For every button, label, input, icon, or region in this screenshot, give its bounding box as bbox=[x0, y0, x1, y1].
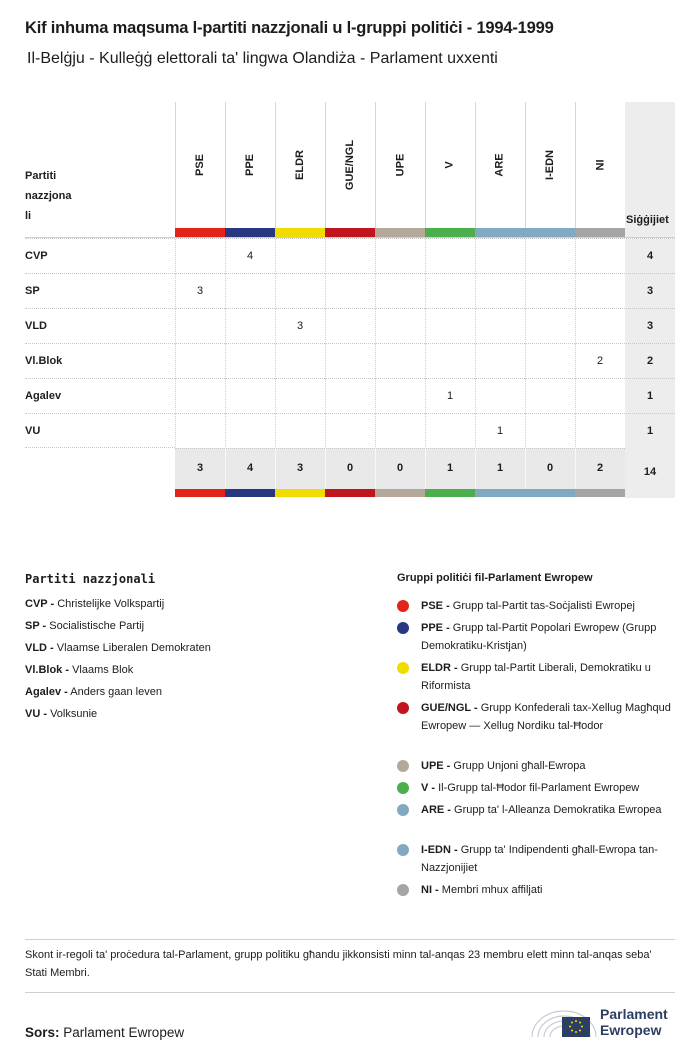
party-legend-name: Volksunie bbox=[50, 708, 98, 720]
cell-divider bbox=[225, 274, 227, 309]
group-legend-text bbox=[421, 801, 677, 819]
cell-divider bbox=[225, 344, 227, 379]
group-color-dot bbox=[397, 884, 409, 896]
group-legend-code: UPE - bbox=[421, 760, 451, 772]
party-legend-item bbox=[25, 708, 97, 720]
group-code: PPE bbox=[243, 153, 256, 177]
group-legend-title: Gruppi politiċi fil-Parlament Ewropew bbox=[397, 572, 593, 584]
cell-divider bbox=[225, 414, 227, 449]
group-legend-text bbox=[421, 757, 677, 775]
cell-divider bbox=[175, 379, 177, 414]
group-legend-code: ELDR - bbox=[421, 662, 458, 674]
cell-divider bbox=[175, 309, 177, 344]
group-code: I-EDN bbox=[543, 150, 556, 180]
cell-divider bbox=[275, 274, 277, 309]
row-total-cell: 2 bbox=[625, 344, 675, 379]
cell-divider bbox=[325, 414, 327, 449]
cell-divider bbox=[325, 274, 327, 309]
group-color-band-top bbox=[425, 228, 475, 237]
seat-count-cell: 1 bbox=[446, 390, 454, 402]
row-total-cell: 1 bbox=[625, 379, 675, 414]
cell-divider bbox=[375, 414, 377, 449]
table-row bbox=[25, 308, 675, 344]
group-color-band-bottom bbox=[275, 488, 325, 497]
group-color-band-top bbox=[475, 228, 525, 237]
group-legend-name: Grupp ta' Indipendenti għall-Ewropa tan-Nazzjonijiet bbox=[421, 844, 658, 874]
party-legend-name: Vlaams Blok bbox=[72, 664, 134, 676]
cell-divider bbox=[175, 239, 177, 274]
party-name: VU bbox=[25, 425, 41, 437]
party-legend-code: VLD - bbox=[25, 642, 54, 654]
group-total-cell: 3 bbox=[196, 462, 204, 474]
table-row bbox=[25, 413, 675, 449]
group-total-cell: 4 bbox=[246, 462, 254, 474]
group-total-cell: 0 bbox=[346, 462, 354, 474]
group-column-label bbox=[375, 105, 425, 225]
party-legend-code: SP - bbox=[25, 620, 47, 632]
group-column-label bbox=[175, 105, 225, 225]
group-legend-name: Grupp Unjoni għall-Ewropa bbox=[453, 760, 586, 772]
row-header-label bbox=[25, 166, 71, 226]
cell-divider bbox=[375, 344, 377, 379]
group-legend-text bbox=[421, 779, 677, 797]
cell-divider bbox=[325, 344, 327, 379]
group-color-band-top bbox=[275, 228, 325, 237]
cell-divider bbox=[525, 274, 527, 309]
party-name: SP bbox=[25, 285, 40, 297]
seat-count-cell: 1 bbox=[496, 425, 504, 437]
cell-divider bbox=[475, 344, 477, 379]
group-legend-code: V - bbox=[421, 782, 436, 794]
party-legend-code: Vl.Blok - bbox=[25, 664, 70, 676]
cell-divider bbox=[525, 344, 527, 379]
group-legend-name: Grupp tal-Partit tas-Soċjalisti Ewropej bbox=[452, 600, 635, 612]
cell-divider bbox=[475, 239, 477, 274]
cell-divider bbox=[425, 239, 427, 274]
cell-divider bbox=[425, 414, 427, 449]
cell-divider bbox=[425, 274, 427, 309]
party-legend-code: VU - bbox=[25, 708, 47, 720]
table-row bbox=[25, 378, 675, 414]
group-total-cell: 0 bbox=[396, 462, 404, 474]
row-header-line: li bbox=[25, 210, 32, 222]
group-color-band-bottom bbox=[475, 488, 525, 497]
group-legend-name: Grupp tal-Partit Liberali, Demokratiku u Riformista bbox=[421, 662, 651, 692]
cell-divider bbox=[325, 309, 327, 344]
cell-divider bbox=[225, 379, 227, 414]
seat-count-cell: 3 bbox=[296, 320, 304, 332]
cell-divider bbox=[275, 344, 277, 379]
cell-divider bbox=[375, 239, 377, 274]
totals-row-line bbox=[25, 447, 175, 448]
cell-divider bbox=[525, 379, 527, 414]
group-code: V bbox=[444, 161, 456, 169]
row-header-line: nazzjona bbox=[25, 190, 72, 202]
party-legend-title: Partiti nazzjonali bbox=[25, 572, 156, 586]
cell-divider bbox=[375, 309, 377, 344]
group-color-dot bbox=[397, 622, 409, 634]
group-legend-text bbox=[421, 881, 677, 899]
party-legend-item bbox=[25, 642, 211, 654]
footnote: Skont ir-regoli ta' proċedura tal-Parlament, grupp politiku għandu jikkonsisti minn tal-anqas 23 membru elett minn tal-anqas seba' Stati Membri. bbox=[25, 949, 652, 979]
cell-divider bbox=[425, 344, 427, 379]
party-legend-code: CVP - bbox=[25, 598, 55, 610]
logo-text bbox=[600, 1006, 668, 1038]
group-total-cell: 1 bbox=[496, 462, 504, 474]
party-legend-name: Anders gaan leven bbox=[70, 686, 162, 698]
cell-divider bbox=[475, 379, 477, 414]
table-row bbox=[25, 343, 675, 379]
group-code: NI bbox=[594, 159, 606, 171]
party-legend-item bbox=[25, 686, 162, 698]
group-code: ARE bbox=[493, 153, 506, 177]
cell-divider bbox=[375, 274, 377, 309]
party-name: Vl.Blok bbox=[25, 355, 63, 367]
seat-count-cell: 3 bbox=[196, 285, 204, 297]
group-color-dot bbox=[397, 760, 409, 772]
party-legend-name: Socialistische Partij bbox=[49, 620, 145, 632]
row-header-line: Partiti bbox=[25, 170, 57, 182]
group-column-label bbox=[275, 105, 325, 225]
group-legend-name: Grupp tal-Partit Popolari Ewropew (Grupp Demokratiku-Kristjan) bbox=[421, 622, 657, 652]
group-legend-name: Il-Grupp tal-Ħodor fil-Parlament Ewropew bbox=[438, 782, 640, 794]
group-color-band-top bbox=[375, 228, 425, 237]
group-color-dot bbox=[397, 782, 409, 794]
group-column-label bbox=[525, 105, 575, 225]
cell-divider bbox=[275, 414, 277, 449]
divider bbox=[25, 939, 675, 940]
cell-divider bbox=[475, 309, 477, 344]
group-color-dot bbox=[397, 844, 409, 856]
table-row bbox=[25, 238, 675, 274]
row-total-cell: 4 bbox=[625, 239, 675, 274]
cell-divider bbox=[325, 379, 327, 414]
party-name: VLD bbox=[25, 320, 47, 332]
cell-divider bbox=[525, 414, 527, 449]
group-color-dot bbox=[397, 600, 409, 612]
group-total-cell: 1 bbox=[446, 462, 454, 474]
party-name: Agalev bbox=[25, 390, 62, 402]
group-code: ELDR bbox=[293, 150, 306, 180]
group-legend-code: PPE - bbox=[421, 622, 450, 634]
group-color-band-top bbox=[325, 228, 375, 237]
cell-divider bbox=[525, 239, 527, 274]
group-legend-name: Grupp Konfederali tax-Xellug Magħqud Ewropew — Xellug Nordiku tal-Ħodor bbox=[421, 702, 671, 732]
group-color-band-bottom bbox=[425, 488, 475, 497]
row-total-cell: 3 bbox=[625, 309, 675, 344]
group-legend-code: I-EDN - bbox=[421, 844, 458, 856]
cell-divider bbox=[575, 274, 577, 309]
group-color-dot bbox=[397, 662, 409, 674]
row-total-cell: 3 bbox=[625, 274, 675, 309]
group-color-dot bbox=[397, 804, 409, 816]
party-legend-item bbox=[25, 620, 144, 632]
cell-divider bbox=[225, 309, 227, 344]
group-legend-code: GUE/NGL - bbox=[421, 702, 478, 714]
chart-title: Kif inhuma maqsuma l-partiti nazzjonali u l-gruppi politiċi - 1994-1999 bbox=[25, 19, 554, 37]
cell-divider bbox=[275, 379, 277, 414]
group-legend-name: Membri mhux affiljati bbox=[441, 884, 543, 896]
group-color-band-top bbox=[175, 228, 225, 237]
cell-divider bbox=[175, 414, 177, 449]
group-color-band-top bbox=[575, 228, 625, 237]
cell-divider bbox=[525, 309, 527, 344]
cell-divider bbox=[375, 379, 377, 414]
group-color-band-bottom bbox=[325, 488, 375, 497]
group-legend-text bbox=[421, 619, 677, 655]
group-code: UPE bbox=[394, 153, 406, 177]
group-color-band-bottom bbox=[175, 488, 225, 497]
grand-total-cell: 14 bbox=[625, 448, 675, 498]
group-column-label bbox=[475, 105, 525, 225]
group-legend-text bbox=[421, 841, 677, 877]
party-name: CVP bbox=[25, 250, 48, 262]
cell-divider bbox=[575, 379, 577, 414]
group-column-label bbox=[425, 105, 475, 225]
group-legend-name: Grupp ta' l-Alleanza Demokratika Ewropea bbox=[454, 804, 662, 816]
cell-divider bbox=[425, 309, 427, 344]
source-value: Parlament Ewropew bbox=[63, 1025, 185, 1040]
party-legend-item bbox=[25, 664, 133, 676]
group-code: GUE/NGL bbox=[344, 139, 356, 191]
group-legend-text bbox=[421, 597, 677, 615]
logo-line-1: Parlament bbox=[600, 1006, 668, 1022]
group-color-band-top bbox=[525, 228, 575, 237]
logo-line-2: Ewropew bbox=[600, 1022, 662, 1038]
party-legend-item bbox=[25, 598, 164, 610]
group-legend-code: PSE - bbox=[421, 600, 450, 612]
party-legend-name: Vlaamse Liberalen Demokraten bbox=[56, 642, 211, 654]
seats-header-label: Siġġijiet bbox=[626, 214, 669, 226]
group-color-band-bottom bbox=[525, 488, 575, 497]
cell-divider bbox=[575, 414, 577, 449]
group-color-band-top bbox=[225, 228, 275, 237]
seat-count-cell: 2 bbox=[596, 355, 604, 367]
group-total-cell: 2 bbox=[596, 462, 604, 474]
seat-count-cell: 4 bbox=[246, 250, 254, 262]
chart-subtitle: Il-Belġju - Kulleġġ elettorali ta' lingwa Olandiża - Parlament uxxenti bbox=[27, 50, 498, 67]
table-row bbox=[25, 273, 675, 309]
group-legend-code: NI - bbox=[421, 884, 439, 896]
cell-divider bbox=[275, 239, 277, 274]
cell-divider bbox=[575, 309, 577, 344]
party-legend-code: Agalev - bbox=[25, 686, 68, 698]
group-column-label bbox=[575, 105, 625, 225]
cell-divider bbox=[475, 274, 477, 309]
group-total-cell: 3 bbox=[296, 462, 304, 474]
group-legend-text bbox=[421, 659, 677, 695]
group-color-band-bottom bbox=[225, 488, 275, 497]
group-color-dot bbox=[397, 702, 409, 714]
cell-divider bbox=[575, 239, 577, 274]
group-legend-text bbox=[421, 699, 677, 735]
cell-divider bbox=[175, 344, 177, 379]
group-total-cell: 0 bbox=[546, 462, 554, 474]
party-legend-name: Christelijke Volkspartij bbox=[57, 598, 165, 610]
group-column-label bbox=[325, 105, 375, 225]
row-total-cell: 1 bbox=[625, 414, 675, 449]
group-legend-code: ARE - bbox=[421, 804, 451, 816]
group-column-label bbox=[225, 105, 275, 225]
group-code: PSE bbox=[193, 153, 206, 177]
divider bbox=[25, 992, 675, 993]
source-line bbox=[25, 1025, 184, 1040]
group-color-band-bottom bbox=[575, 488, 625, 497]
group-color-band-bottom bbox=[375, 488, 425, 497]
cell-divider bbox=[325, 239, 327, 274]
source-label: Sors: bbox=[25, 1025, 60, 1040]
